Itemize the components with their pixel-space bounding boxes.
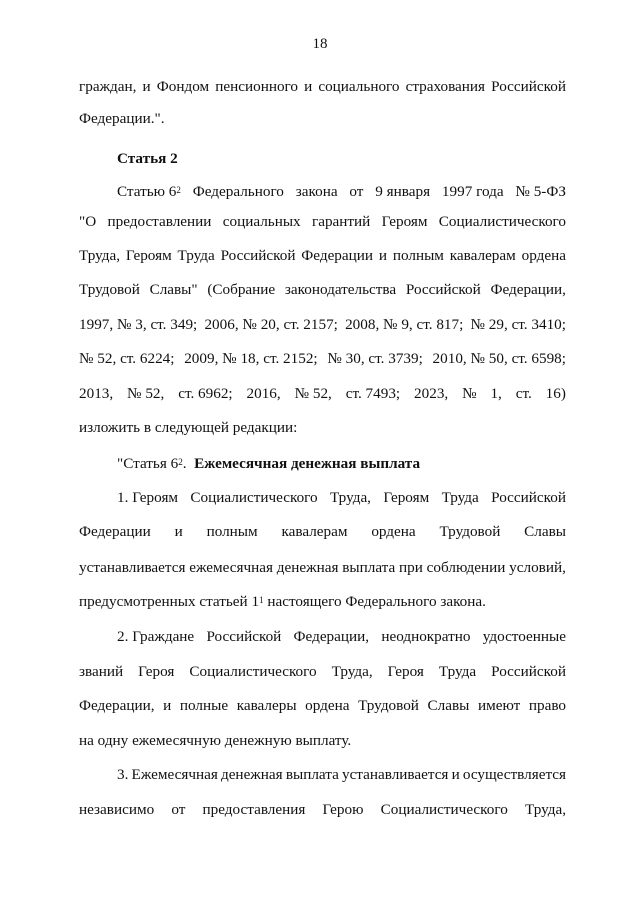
word: Социалистического: [189, 663, 317, 680]
word: Героя: [138, 663, 175, 680]
word: ордена: [305, 697, 350, 714]
paragraph-2-line: на одну ежемесячную денежную выплату.: [79, 732, 352, 749]
word: полным: [392, 247, 444, 264]
word: Труда,: [525, 801, 566, 818]
word: 2016,: [246, 385, 281, 402]
word: пенсионного: [215, 78, 299, 95]
word: имеют: [477, 697, 521, 714]
word: и: [378, 247, 388, 264]
word: Российской: [491, 489, 566, 506]
lead-word: 9 января: [375, 183, 431, 200]
word: Героям: [383, 489, 430, 506]
word: предоставлении: [107, 213, 212, 230]
word: званий: [79, 663, 124, 680]
word: ордена: [521, 247, 566, 264]
word: Героям: [381, 213, 428, 230]
word: и: [142, 78, 151, 95]
word: от: [171, 801, 186, 818]
word: полным: [206, 523, 258, 540]
article-line: [79, 350, 566, 368]
word: Российской: [491, 78, 566, 95]
paragraph-3-line: [117, 766, 566, 784]
word: 2013,: [79, 385, 114, 402]
word: № 29, ст. 3410;: [470, 316, 566, 333]
intro-line-1: [79, 78, 566, 96]
new-article-title: Ежемесячная денежная выплата: [194, 455, 421, 472]
word: ст. 7493;: [345, 385, 401, 402]
word: (Собрание: [207, 281, 276, 298]
word: Трудовой: [79, 281, 140, 298]
word: № 52,: [127, 385, 165, 402]
word: Фондом: [156, 78, 210, 95]
word: и: [451, 766, 460, 783]
word: Труда: [177, 247, 215, 264]
word: и: [304, 78, 313, 95]
word: неоднократно: [381, 628, 471, 645]
word: Российской: [220, 247, 296, 264]
word: 3.: [117, 766, 129, 783]
word: Трудовой: [439, 523, 501, 540]
word: ст.: [515, 385, 532, 402]
paragraph-1-line: [117, 489, 566, 507]
word: ордена: [371, 523, 416, 540]
word: социального: [318, 78, 400, 95]
word: Федерации,: [490, 281, 566, 298]
word: 2. Граждане: [117, 628, 195, 645]
article-line: [79, 213, 566, 231]
word: 2006, № 20, ст. 2157;: [204, 316, 338, 333]
page-number: 18: [312, 36, 328, 52]
word: 2008, № 9, ст. 817;: [345, 316, 464, 333]
word: кавалерам: [449, 247, 516, 264]
word: Социалистического: [380, 801, 508, 818]
lead-word: 1997 года: [441, 183, 504, 200]
word: Российской: [405, 281, 481, 298]
word: Социалистического: [438, 213, 566, 230]
word: Российской: [491, 663, 566, 680]
new-article-heading: "Статья $6^2$. Ежемесячная денежная выплата: [117, 455, 421, 472]
paragraph-2-line: [79, 697, 566, 715]
word: №: [462, 385, 477, 402]
word: устанавливается: [341, 766, 449, 783]
word: Труда: [438, 663, 477, 680]
word: Ежемесячная: [131, 766, 218, 783]
word: осуществляется: [462, 766, 566, 783]
word: Федерации,: [293, 628, 370, 645]
word: 1,: [490, 385, 502, 402]
word: предоставления: [202, 801, 306, 818]
word: Герою: [322, 801, 364, 818]
word: ст. 6962;: [178, 385, 233, 402]
paragraph-1-line: устанавливается ежемесячная денежная выплата при соблюдении условий,: [79, 559, 566, 576]
lead-word: закона: [295, 183, 338, 200]
word: полные: [179, 697, 229, 714]
word: гарантий: [311, 213, 371, 230]
word: Славы: [524, 523, 566, 540]
word: Федерации: [301, 247, 374, 264]
word: Труда: [441, 489, 479, 506]
word: денежная: [220, 766, 283, 783]
word: выплата: [285, 766, 339, 783]
word: Федерации,: [79, 697, 155, 714]
word: 2009, № 18, ст. 2152;: [184, 350, 318, 367]
word: Героя: [387, 663, 424, 680]
lead-word: № 5-ФЗ: [515, 183, 566, 200]
word: и: [163, 697, 172, 714]
word: независимо: [79, 801, 155, 818]
word: Славы": [149, 281, 198, 298]
word: кавалерам: [281, 523, 348, 540]
word: Федерации: [79, 523, 151, 540]
lead-word: от: [349, 183, 364, 200]
paragraph-1-line: [79, 523, 566, 541]
article-line: [79, 385, 566, 403]
article-heading: Статья 2: [117, 150, 178, 167]
lead-article-ref: Статью $6^2$: [117, 183, 181, 200]
article-lead-line: [117, 183, 566, 201]
word: Социалистического: [190, 489, 318, 506]
word: Труда,: [79, 247, 120, 264]
article-line: [79, 247, 566, 265]
word: Героям: [125, 247, 172, 264]
word: социальных: [222, 213, 301, 230]
word: 2023,: [414, 385, 449, 402]
word: Славы: [427, 697, 470, 714]
word: № 30, ст. 3739;: [327, 350, 423, 367]
word: кавалеры: [236, 697, 297, 714]
paragraph-1-line: предусмотренных статьей $1^1$ настоящего Федерального закона.: [79, 593, 486, 610]
word: 16): [545, 385, 566, 402]
paragraph-3-line: [79, 801, 566, 819]
word: № 52,: [294, 385, 332, 402]
word: 1997, № 3, ст. 349;: [79, 316, 198, 333]
word: удостоенные: [482, 628, 566, 645]
article-line: [79, 281, 566, 299]
paragraph-2-line: [79, 663, 566, 681]
word: Российской: [206, 628, 282, 645]
word: Труда,: [329, 489, 371, 506]
word: "О: [79, 213, 97, 230]
word: 2010, № 50, ст. 6598;: [432, 350, 566, 367]
word: страхования: [405, 78, 486, 95]
lead-word: Федерального: [192, 183, 284, 200]
word: и: [174, 523, 183, 540]
word: № 52, ст. 6224;: [79, 350, 175, 367]
word: Трудовой: [358, 697, 419, 714]
paragraph-2-line: [117, 628, 566, 646]
word: 1. Героям: [117, 489, 179, 506]
word: законодательства: [284, 281, 397, 298]
word: право: [528, 697, 566, 714]
intro-line-2: Федерации.".: [79, 110, 165, 127]
article-line: [79, 316, 566, 334]
word: Труда,: [331, 663, 373, 680]
word: граждан,: [79, 78, 137, 95]
article-line-last: изложить в следующей редакции:: [79, 419, 298, 436]
